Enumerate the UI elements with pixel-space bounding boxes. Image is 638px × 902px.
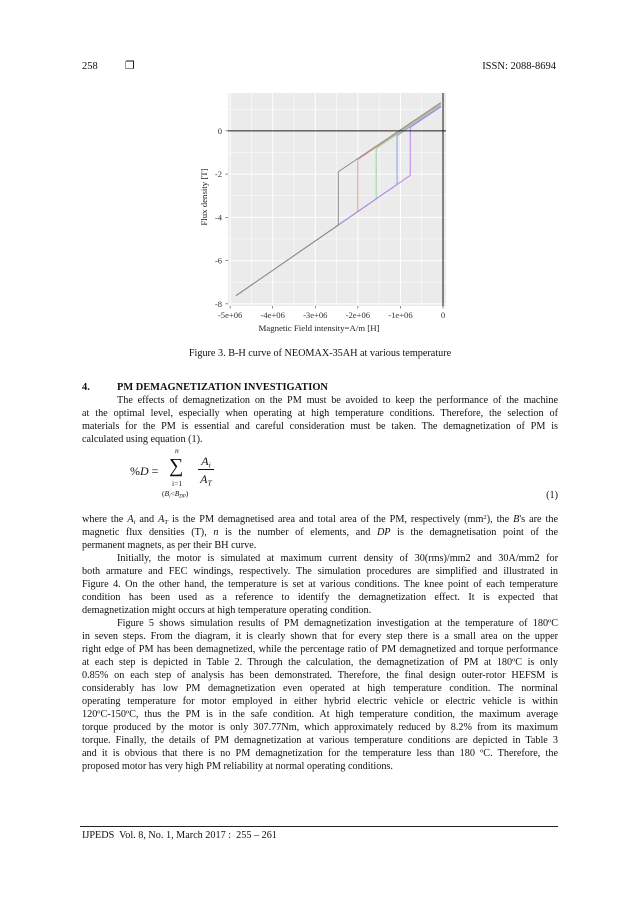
text-run: (: [162, 489, 165, 498]
italic-text: B: [164, 489, 170, 498]
subscript: i: [208, 460, 211, 470]
italic-text: A: [127, 514, 134, 525]
subscript: DP: [179, 494, 186, 500]
summation-symbol: ∑: [169, 455, 184, 477]
text-run: where the: [82, 514, 128, 525]
text-line: condition has been used as a reference to identify the demagnetization effect. It is expected that: [82, 592, 558, 603]
journal-issn: ISSN: 2088-8694: [482, 61, 556, 72]
text-run: <: [170, 489, 175, 498]
x-tick-label: -4e+06: [260, 310, 285, 320]
italic-text: DP: [376, 527, 391, 538]
text-run: %: [130, 464, 140, 478]
text-line: both armature and FEC windings, respectively. The simulation procedures are simplified and illustrated in: [82, 566, 558, 577]
sum-condition: [162, 490, 188, 498]
bh-curve-series: [236, 107, 441, 296]
text-line: Initially, the motor is simulated at maximum current density of 30(rms)/mm2 and 30A/mm2 for: [117, 553, 558, 564]
text-line: operating temperature for motor employed in either hybrid electric vehicle or electric vehicle is within: [82, 696, 558, 707]
text-line: materials for the PM is essential and careful consideration must be taken. The demagnetization of PM is: [82, 421, 558, 432]
sum-upper-limit: n: [175, 446, 179, 455]
text-line: 0.85% on each step of analysis has been demonstrated. Therefore, the final design outer-rotor HEFSM is: [82, 670, 558, 681]
fraction-numerator: [197, 454, 215, 469]
section-title: PM DEMAGNETIZATION INVESTIGATION: [117, 382, 328, 393]
bh-curve-series: [236, 103, 441, 296]
text-line: torque produced by the motor is only 307.77Nm, which approximately reduced by 8.2% from its maximum: [82, 722, 558, 733]
section-heading: [82, 381, 558, 394]
text-line: right edge of PM has been demagnetized, while the percentage ratio of PM demagnetized and torque performance: [82, 644, 558, 655]
text-line: [82, 526, 558, 539]
section-number: 4.: [82, 382, 90, 393]
italic-text: D: [140, 464, 149, 478]
x-tick-label: -3e+06: [303, 310, 328, 320]
footer-rule: [80, 826, 558, 827]
figure-caption: Figure 3. B-H curve of NEOMAX-35AH at various temperature: [188, 348, 452, 359]
x-tick-label: -5e+06: [217, 310, 243, 320]
bh-curve-series: [236, 105, 441, 296]
text-line: [82, 513, 558, 526]
paragraph-definitions: [82, 513, 558, 552]
text-run: is the number of elements, and: [218, 527, 377, 538]
x-tick-label: -2e+06: [345, 310, 371, 320]
text-line: considerably has low PM demagnetization even operated at high temperature condition. The norminal: [82, 683, 558, 694]
text-run: is the PM demagnetised area and total area of the PM, respectively (mm: [168, 514, 484, 525]
text-run: is the demagnetisation point of the: [390, 527, 558, 538]
text-line: proposed motor has very high PM reliability at normal operating conditions.: [82, 761, 393, 772]
body-text-block: [82, 513, 558, 773]
superscript: 2: [483, 514, 487, 522]
text-line: torque. Finally, the details of PM demagnetization at various temperature conditions are depicted in Table 3: [82, 735, 558, 746]
text-run: 's are the: [519, 514, 559, 525]
fraction-denominator: [197, 470, 215, 486]
y-tick-label: 0: [217, 125, 222, 136]
equation-lhs: [130, 465, 158, 477]
text-line: at each step is depicted in Table 2. Through the calculation, the demagnetization of PM at 180ºC is only: [82, 657, 558, 668]
x-tick-label: -1e+06: [388, 310, 413, 320]
header-square-icon: ❐: [125, 59, 135, 72]
subscript: T: [207, 478, 212, 488]
text-line: at the optimal level, especially when operating at high temperature conditions. Therefore, the selection of: [82, 408, 558, 419]
plot-panel: [228, 93, 446, 306]
subscript: T: [164, 518, 169, 526]
y-tick-label: -4: [214, 212, 222, 223]
y-tick-label: -8: [214, 298, 222, 309]
text-run: ): [185, 489, 189, 498]
text-run: =: [148, 464, 159, 478]
page-number: 258: [82, 61, 98, 72]
y-tick-label: -2: [214, 169, 222, 180]
y-axis-title: Flux density [T]: [199, 168, 209, 226]
italic-text: B: [174, 489, 180, 498]
paragraph-simulation: [82, 552, 558, 617]
italic-text: B: [513, 514, 520, 525]
equation-fraction: [197, 454, 215, 486]
text-line: in seven steps. From the diagram, it is clearly shown that for every step there is a small area on the upper: [82, 631, 558, 642]
paragraph-intro: [82, 394, 558, 446]
text-line: Figure 5 shows simulation results of PM demagnetization investigation at the temperature of 180ºC: [117, 618, 558, 629]
italic-text: n: [213, 527, 219, 538]
text-line: The effects of demagnetization on the PM must be avoided to keep the performance of the machine: [117, 395, 558, 406]
text-run: and: [135, 514, 159, 525]
text-line: Figure 4. On the other hand, the temperature is set at various conditions. The knee point of each temperature: [82, 579, 558, 590]
footer-journal-info: IJPEDS Vol. 8, No. 1, March 2017 : 255 – 261: [82, 830, 277, 841]
bh-curve-chart: [0, 0, 638, 345]
subscript: i: [133, 518, 136, 526]
sum-lower-limit: i=1: [172, 479, 183, 488]
italic-text: A: [201, 454, 209, 468]
x-tick-label: 0: [440, 310, 446, 320]
subscript: i: [169, 494, 171, 500]
bh-curve-series: [236, 106, 441, 296]
text-run: ), the: [486, 514, 514, 525]
italic-text: A: [158, 514, 165, 525]
section-block: [82, 381, 558, 446]
bh-curve-series: [236, 104, 441, 296]
equation-number: (1): [546, 490, 558, 501]
y-tick-label: -6: [214, 255, 222, 266]
text-line: demagnetization might occurs at high temperature operating condition.: [82, 605, 372, 616]
text-line: 120ºC-150ºC, thus the PM is in the safe condition. At high temperature condition, the maximum average: [82, 709, 558, 720]
text-run: magnetic flux densities (T),: [82, 527, 214, 538]
text-line: and it is obvious that there is no PM demagnetization for the temperature less than 180 ºC. Therefore, the: [82, 748, 558, 759]
text-line: permanent magnets, as per their BH curve.: [82, 540, 257, 551]
text-line: calculated using equation (1).: [82, 434, 203, 445]
italic-text: A: [200, 471, 208, 486]
x-axis-title: Magnetic Field intensity=A/m [H]: [258, 323, 380, 333]
paragraph-results: [82, 617, 558, 773]
